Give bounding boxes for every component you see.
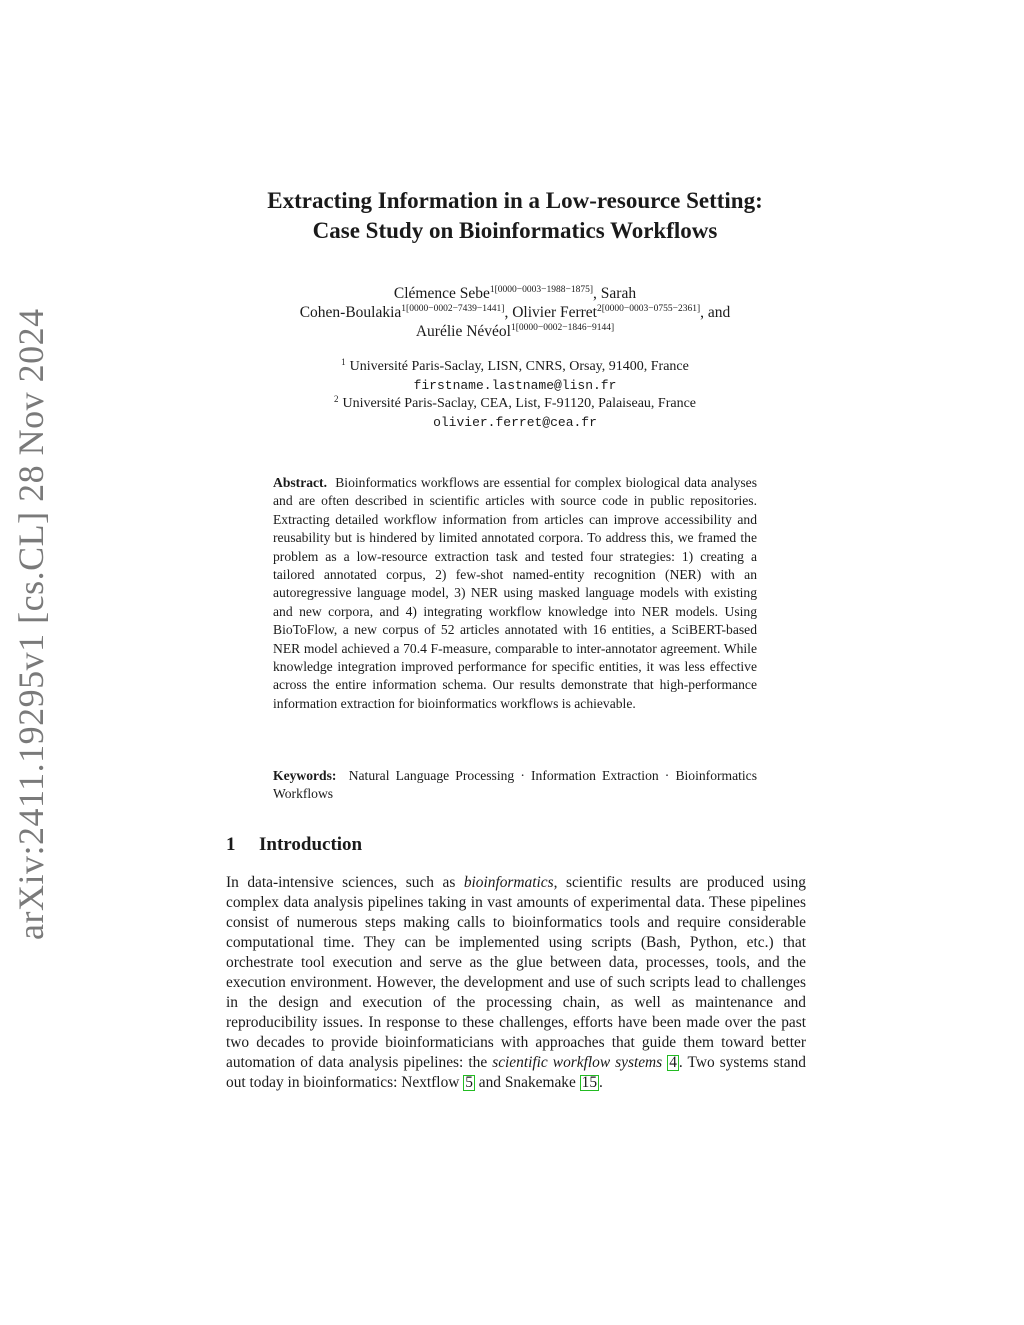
affiliation-email: olivier.ferret@cea.fr: [433, 414, 597, 430]
section-title: Introduction: [259, 834, 363, 855]
keywords: [273, 767, 757, 804]
emphasis-text: bioinformatics: [463, 874, 554, 891]
section-heading: [226, 833, 362, 857]
author-separator: , Sarah: [593, 285, 637, 302]
affiliation-text: Université Paris-Saclay, LISN, CNRS, Orsay, 91400, France: [349, 359, 689, 374]
title-line-1: Extracting Information in a Low-resource Setting:: [267, 188, 763, 213]
affiliation-number: 2: [333, 394, 339, 404]
author-orcid: 1[0000−0003−1988−1875]: [489, 285, 594, 295]
arxiv-identifier: arXiv:2411.19295v1 [cs.CL] 28 Nov 2024: [11, 308, 51, 940]
abstract-label: Abstract.: [273, 475, 327, 490]
author-name: Aurélie Névéol: [415, 323, 511, 340]
author-orcid: 1[0000−0002−7439−1441]: [401, 304, 505, 314]
affiliation-2: [200, 395, 830, 414]
citation-link[interactable]: 4: [669, 1054, 677, 1071]
author-list: [200, 284, 830, 341]
title-line-2: Case Study on Bioinformatics Workflows: [312, 218, 718, 243]
author-name: , Olivier Ferret: [504, 304, 597, 321]
citation-link[interactable]: 15: [581, 1074, 598, 1091]
affiliation-1: [200, 358, 830, 377]
affiliation-text: Université Paris-Saclay, CEA, List, F-91120, Palaiseau, France: [342, 396, 697, 411]
intro-paragraph: [226, 873, 806, 1093]
author-line-1: [200, 284, 830, 303]
paragraph-text: In data-intensive sciences, such as: [226, 874, 464, 891]
citation-link[interactable]: 5: [465, 1074, 473, 1091]
paper-title: [200, 186, 830, 246]
author-name: Clémence Sebe: [393, 285, 490, 302]
author-orcid: 1[0000−0002−1846−9144]: [510, 323, 615, 333]
author-orcid: 2[0000−0003−0755−2361]: [597, 304, 701, 314]
author-separator: , and: [700, 304, 731, 321]
affiliation-email: firstname.lastname@lisn.fr: [413, 377, 617, 393]
paragraph-text: , scientific results are produced using complex data analysis pipelines taking in vast amounts of experimental data. These pipelines consist of numerous steps making calls to bioinformatics tools and require considerable computational time. They can be implemented using scripts (Bash, Python, etc.) that orchestrate tool execution and serve as the glue between data, processes, tools, and the execution environment. However, the development and use of such scripts lead to challenges in the design and execution of the processing chain, as well as maintenance and reproducibility issues. In response to these challenges, efforts have been made over the past two decades to provide bioinformaticians with approaches that guide them toward better automation of data analysis pipelines: the: [226, 874, 806, 1071]
affiliation-number: 1: [341, 357, 346, 367]
keywords-text: Natural Language Processing · Information Extraction · Bioinformatics Workflows: [273, 768, 758, 802]
paragraph-text: .: [599, 1074, 603, 1091]
affiliation-list: [200, 358, 830, 432]
author-name: Cohen-Boulakia: [299, 304, 402, 321]
abstract-text: Bioinformatics workflows are essential for complex biological data analyses and are often described in scientific articles with source code in public repositories. Extracting detailed workflow information from articles can improve accessibility and reusability but is hindered by limited annotated corpora. To address this, we framed the problem as a low-resource extraction task and tested four strategies: 1) creating a tailored annotated corpus, 2) few-shot named-entity recognition (NER) with an autoregressive language model, 3) NER using masked language models with existing and new corpora, and 4) integrating workflow knowledge into NER models. Using BioToFlow, a new corpus of 52 articles annotated with 16 entities, a SciBERT-based NER model achieved a 70.4 F-measure, comparable to inter-annotator agreement. While knowledge integration improved performance for specific entities, it was less effective across the entire information schema. Our results demonstrate that high-performance information extraction for bioinformatics workflows is achievable.: [273, 475, 758, 711]
author-line-2: [200, 303, 830, 322]
paragraph-text: . Two systems stand out today in bioinformatics: Nextflow: [226, 1054, 806, 1091]
keywords-label: Keywords:: [273, 768, 337, 783]
paragraph-text: and Snakemake: [474, 1074, 580, 1091]
emphasis-text: scientific workflow systems: [492, 1054, 663, 1071]
section-number: 1: [226, 834, 236, 855]
author-line-3: [200, 322, 830, 341]
abstract: [273, 474, 757, 713]
